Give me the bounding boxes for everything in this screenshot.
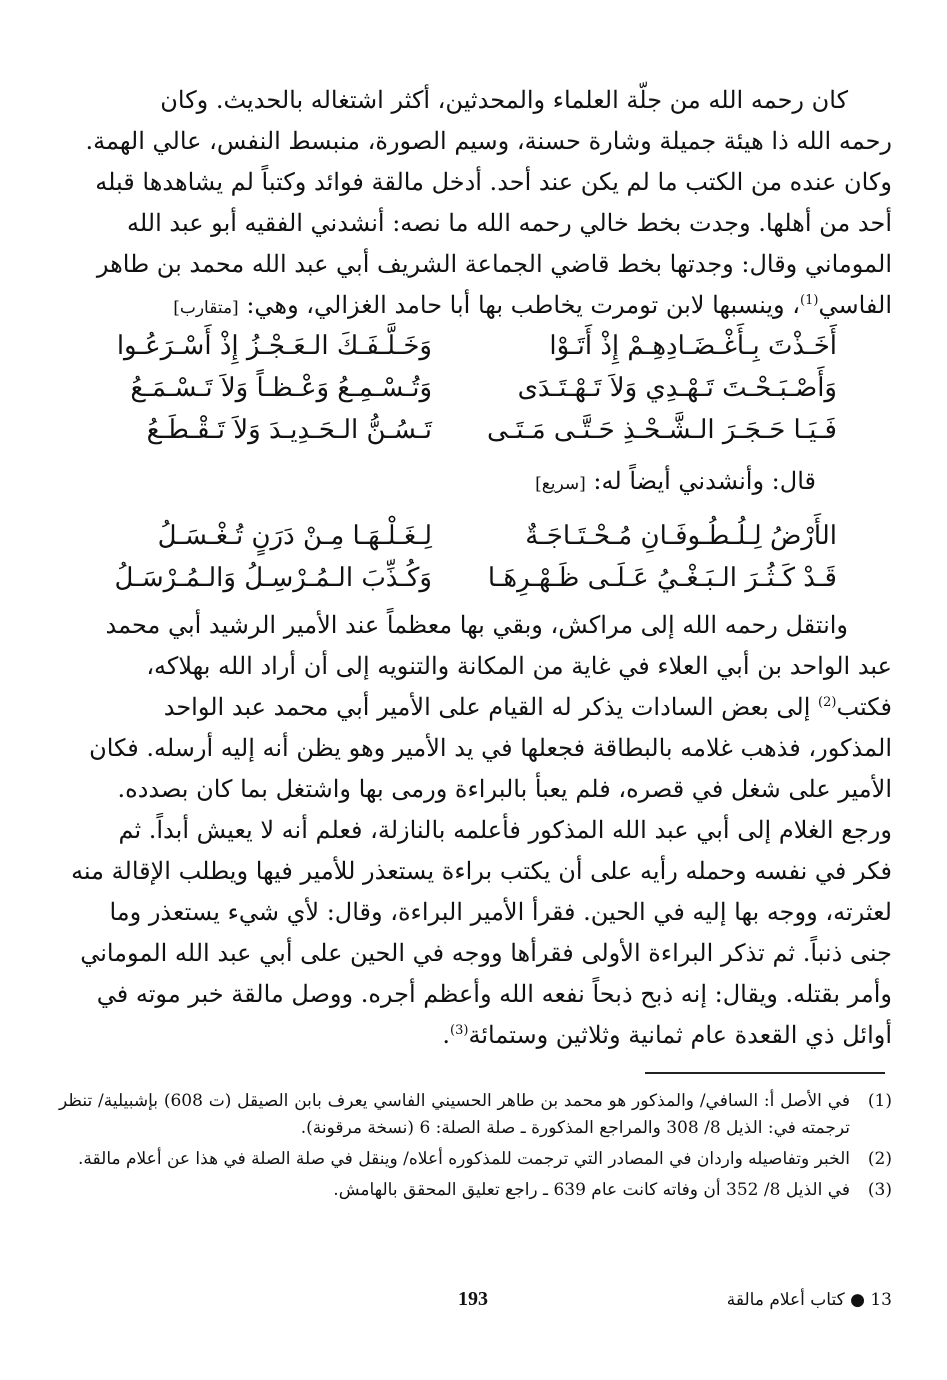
hemistich-second: تَـسُـنُّ الـحَـدِيـدَ وَلاَ تَـقْـطَـعُ (146, 415, 432, 445)
verse-line (112, 367, 837, 409)
footnote (59, 1146, 892, 1173)
footnote-ref-3[interactable]: (3) (450, 1023, 469, 1038)
footnote-number: (3) (867, 1180, 892, 1200)
text-run: فكتب (836, 693, 892, 721)
footnotes (59, 1088, 892, 1208)
paragraph-line: فكر في نفسه وحمله رأيه على أن يكتب براءة يستعذر للأمير فيها ويطلب الإقالة منه (71, 857, 892, 885)
footnote-separator (645, 1072, 885, 1074)
hemistich-first: فَـيَـا حَـجَـرَ الـشَّـحْـذِ حَـتَّـى مَـتَـى (486, 415, 837, 445)
verse-intro (316, 466, 816, 499)
paragraph-line: لعثرته، ووجه بها إليه في الحين. فقرأ الأمير البراءة، وقال: لأي شيء يستعذر وما (109, 898, 892, 926)
footnote-text: في الذيل 8/ 352 أن وفاته كانت عام 639 ـ راجع تعليق المحقق بالهامش. (333, 1180, 850, 1200)
poem-2 (112, 515, 837, 599)
footnote (59, 1088, 892, 1142)
hemistich-first: أَخَـذْتَ بِـأَغْـضَـادِهِـمْ إِذْ أَتَـوْا (549, 331, 837, 361)
paragraph-line (59, 285, 892, 329)
paragraph-line: كان رحمه الله من جلّة العلماء والمحدثين، أكثر اشتغاله بالحديث. وكان (160, 86, 848, 114)
hemistich-first: وَأَصْـبَـحْـتَ تَـهْـدِي وَلاَ تَـهْـتَـدَى (517, 373, 837, 403)
text-run: إلى بعض السادات يذكر له القيام على الأمير أبي محمد عبد الواحد (163, 693, 819, 721)
hemistich-first: قَـدْ كَـثُـرَ الـبَـغْـيُ عَـلَـى ظَـهْـرِهَـا (487, 563, 837, 593)
poem-1 (112, 325, 837, 451)
footnote-text: في الأصل أ: السافي/ والمذكور هو محمد بن طاهر الحسيني الفاسي يعرف بابن الصيقل (ت 608) بإشبيلية/ تنظر ترجمته في: الذيل 8/ 308 والمراجع المذكورة ـ صلة الصلة: 6 (نسخة مرقونة). (59, 1091, 850, 1138)
hemistich-second: وَتُـسْـمِـعُ وَعْـظـاً وَلاَ تَـسْـمَـعُ (130, 373, 432, 403)
verse-line (112, 515, 837, 557)
footnote-text: الخبر وتفاصيله واردان في المصادر التي ترجمت للمذكوره أعلاه/ وينقل في صلة الصلة في هذا عن أعلام مالقة. (78, 1149, 850, 1169)
paragraph-line: وكان عنده من الكتب ما لم يكن عند أحد. أدخل مالقة فوائد وكتباً لم يشاهدها قبله (95, 168, 892, 196)
hemistich-second: لِـغَـلْـهَـا مِـنْ دَرَنٍ تُـغْـسَـلُ (157, 521, 432, 551)
hemistich-first: الأَرْضُ لِـلُـطُـوفَـانِ مُـحْـتَـاجَـةٌ (525, 521, 837, 551)
verse-line (112, 409, 837, 451)
paragraph-line: عبد الواحد بن أبي العلاء في غاية من المكانة والتنويه إلى أن أراد الله بهلاكه، (146, 652, 892, 680)
hemistich-second: وَكُـذِّبَ الـمُـرْسِـلُ وَالـمُـرْسَـلُ (114, 563, 432, 593)
meter-label: [متقارب] (173, 298, 239, 318)
paragraph-line: جنى ذنباً. ثم تذكر البراءة الأولى فقرأها ووجه في الحين على أبي عبد الله الموماني (80, 939, 892, 967)
footnote-number: (1) (867, 1091, 892, 1111)
paragraph-line (59, 687, 892, 728)
paragraph-line: الموماني وقال: وجدتها بخط قاضي الجماعة الشريف أبي عبد الله محمد بن طاهر (96, 250, 892, 278)
verse-line (112, 325, 837, 367)
verse-intro-text: قال: وأنشدني أيضاً له: (585, 467, 816, 495)
paragraph-line: وانتقل رحمه الله إلى مراكش، وبقي بها معظماً عند الأمير الرشيد أبي محمد (105, 611, 848, 639)
hemistich-second: وَخَـلَّـفَـكَ الـعَـجْـزُ إِذْ أَسْـرَعُـوا (116, 331, 432, 361)
footnote-number: (2) (867, 1149, 892, 1169)
paragraph-line: ورجع الغلام إلى أبي عبد الله المذكور فأعلمه بالنازلة، فعلم أنه لا يعيش أبداً. ثم (118, 816, 892, 844)
paragraph-1 (59, 80, 892, 329)
paragraph-line: أحد من أهلها. وجدت بخط خالي رحمه الله ما نصه: أنشدني الفقيه أبو عبد الله (126, 209, 892, 237)
paragraph-line: الأمير على شغل في قصره، فلم يعبأ بالبراءة ورمى بها واشتغل بما كان بصدده. (117, 775, 892, 803)
paragraph-line: المذكور، فذهب غلامه بالبطاقة فجعلها في يد الأمير وهو يظن أنه إليه أرسله. فكان (89, 734, 892, 762)
text-run: الفاسي (818, 291, 892, 319)
footnote-ref-2[interactable]: (2) (818, 695, 837, 710)
paragraph-2 (59, 605, 892, 1056)
verse-line (112, 557, 837, 599)
text-run: ، وينسبها لابن تومرت يخاطب بها أبا حامد الغزالي، وهي: (238, 291, 801, 319)
meter-label: [سريع] (535, 474, 586, 494)
paragraph-line: رحمه الله ذا هيئة جميلة وشارة حسنة، وسيم الصورة، منبسط النفس، عالي الهمة. (85, 127, 892, 155)
paragraph-line (59, 1015, 892, 1056)
text-run: أوائل ذي القعدة عام ثمانية وثلاثين وستمائة (468, 1021, 892, 1049)
signature-mark: 13 ● كتاب أعلام مالقة (726, 1290, 892, 1310)
footnote (59, 1177, 892, 1204)
paragraph-line: وأمر بقتله. ويقال: إنه ذبح ذبحاً نفعه الله وأعظم أجره. ووصل مالقة خبر موته في (96, 980, 892, 1008)
text-run: . (442, 1021, 451, 1049)
footnote-ref-1[interactable]: (1) (800, 293, 819, 308)
page-number: 193 (458, 1288, 488, 1310)
